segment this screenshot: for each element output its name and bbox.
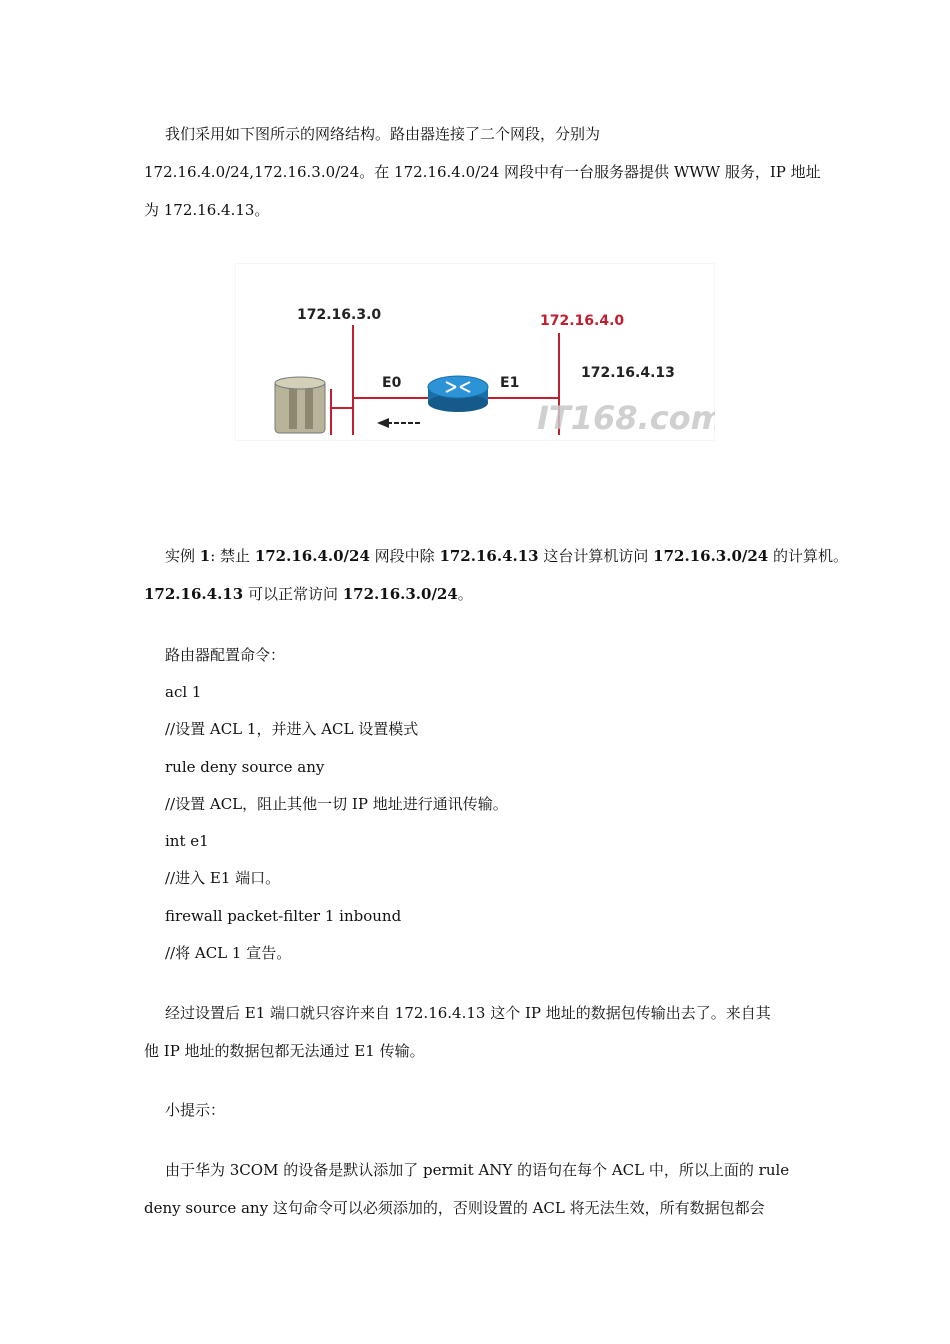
- intro-line-2: 172.16.4.0/24,172.16.3.0/24。在 172.16.4.0/24 网段中有一台服务器提供 WWW 服务，IP 地址: [144, 163, 821, 181]
- result-line-2: 他 IP 地址的数据包都无法通过 E1 传输。: [144, 1042, 425, 1060]
- tip-line-1: 由于华为 3COM 的设备是默认添加了 permit ANY 的语句在每个 ACL 中，所以上面的 rule: [165, 1161, 790, 1179]
- right-network-label: 172.16.4.0: [540, 313, 625, 329]
- server-ip-label: 172.16.4.13: [581, 365, 675, 381]
- config-line: firewall packet-filter 1 inbound: [165, 907, 402, 925]
- watermark-logo: IT168.com: [537, 399, 715, 437]
- config-line: //设置 ACL 1，并进入 ACL 设置模式: [165, 720, 419, 738]
- config-line: int e1: [165, 832, 209, 850]
- tip-line-2: deny source any 这句命令可以必须添加的，否则设置的 ACL 将无法生效，所有数据包都会: [144, 1199, 765, 1217]
- config-line: acl 1: [165, 683, 202, 701]
- config-line: //进入 E1 端口。: [165, 869, 281, 887]
- network-diagram: [235, 263, 715, 441]
- router-icon: [428, 376, 488, 412]
- config-heading: 路由器配置命令：: [165, 646, 286, 664]
- port-e1-label: E1: [500, 375, 520, 391]
- server-icon: [275, 377, 325, 433]
- result-line-1: 经过设置后 E1 端口就只容许来自 172.16.4.13 这个 IP 地址的数据包传输出去了。来自其: [165, 1004, 771, 1022]
- config-line: rule deny source any: [165, 758, 325, 776]
- left-network-label: 172.16.3.0: [297, 307, 382, 323]
- intro-line-1: 我们采用如下图所示的网络结构。路由器连接了二个网段，分别为: [165, 125, 601, 143]
- config-line: //设置 ACL，阻止其他一切 IP 地址进行通讯传输。: [165, 795, 508, 813]
- intro-line-3: 为 172.16.4.13。: [144, 201, 270, 219]
- port-e0-label: E0: [382, 375, 402, 391]
- config-line: //将 ACL 1 宣告。: [165, 944, 292, 962]
- tip-heading: 小提示：: [165, 1101, 226, 1119]
- example-line-1: 实例 1: 禁止 172.16.4.0/24 网段中除 172.16.4.13 这台计算机访问 172.16.3.0/24 的计算机。: [165, 547, 849, 565]
- example-line-2: 172.16.4.13 可以正常访问 172.16.3.0/24。: [144, 585, 473, 603]
- network-diagram-svg: [235, 263, 715, 441]
